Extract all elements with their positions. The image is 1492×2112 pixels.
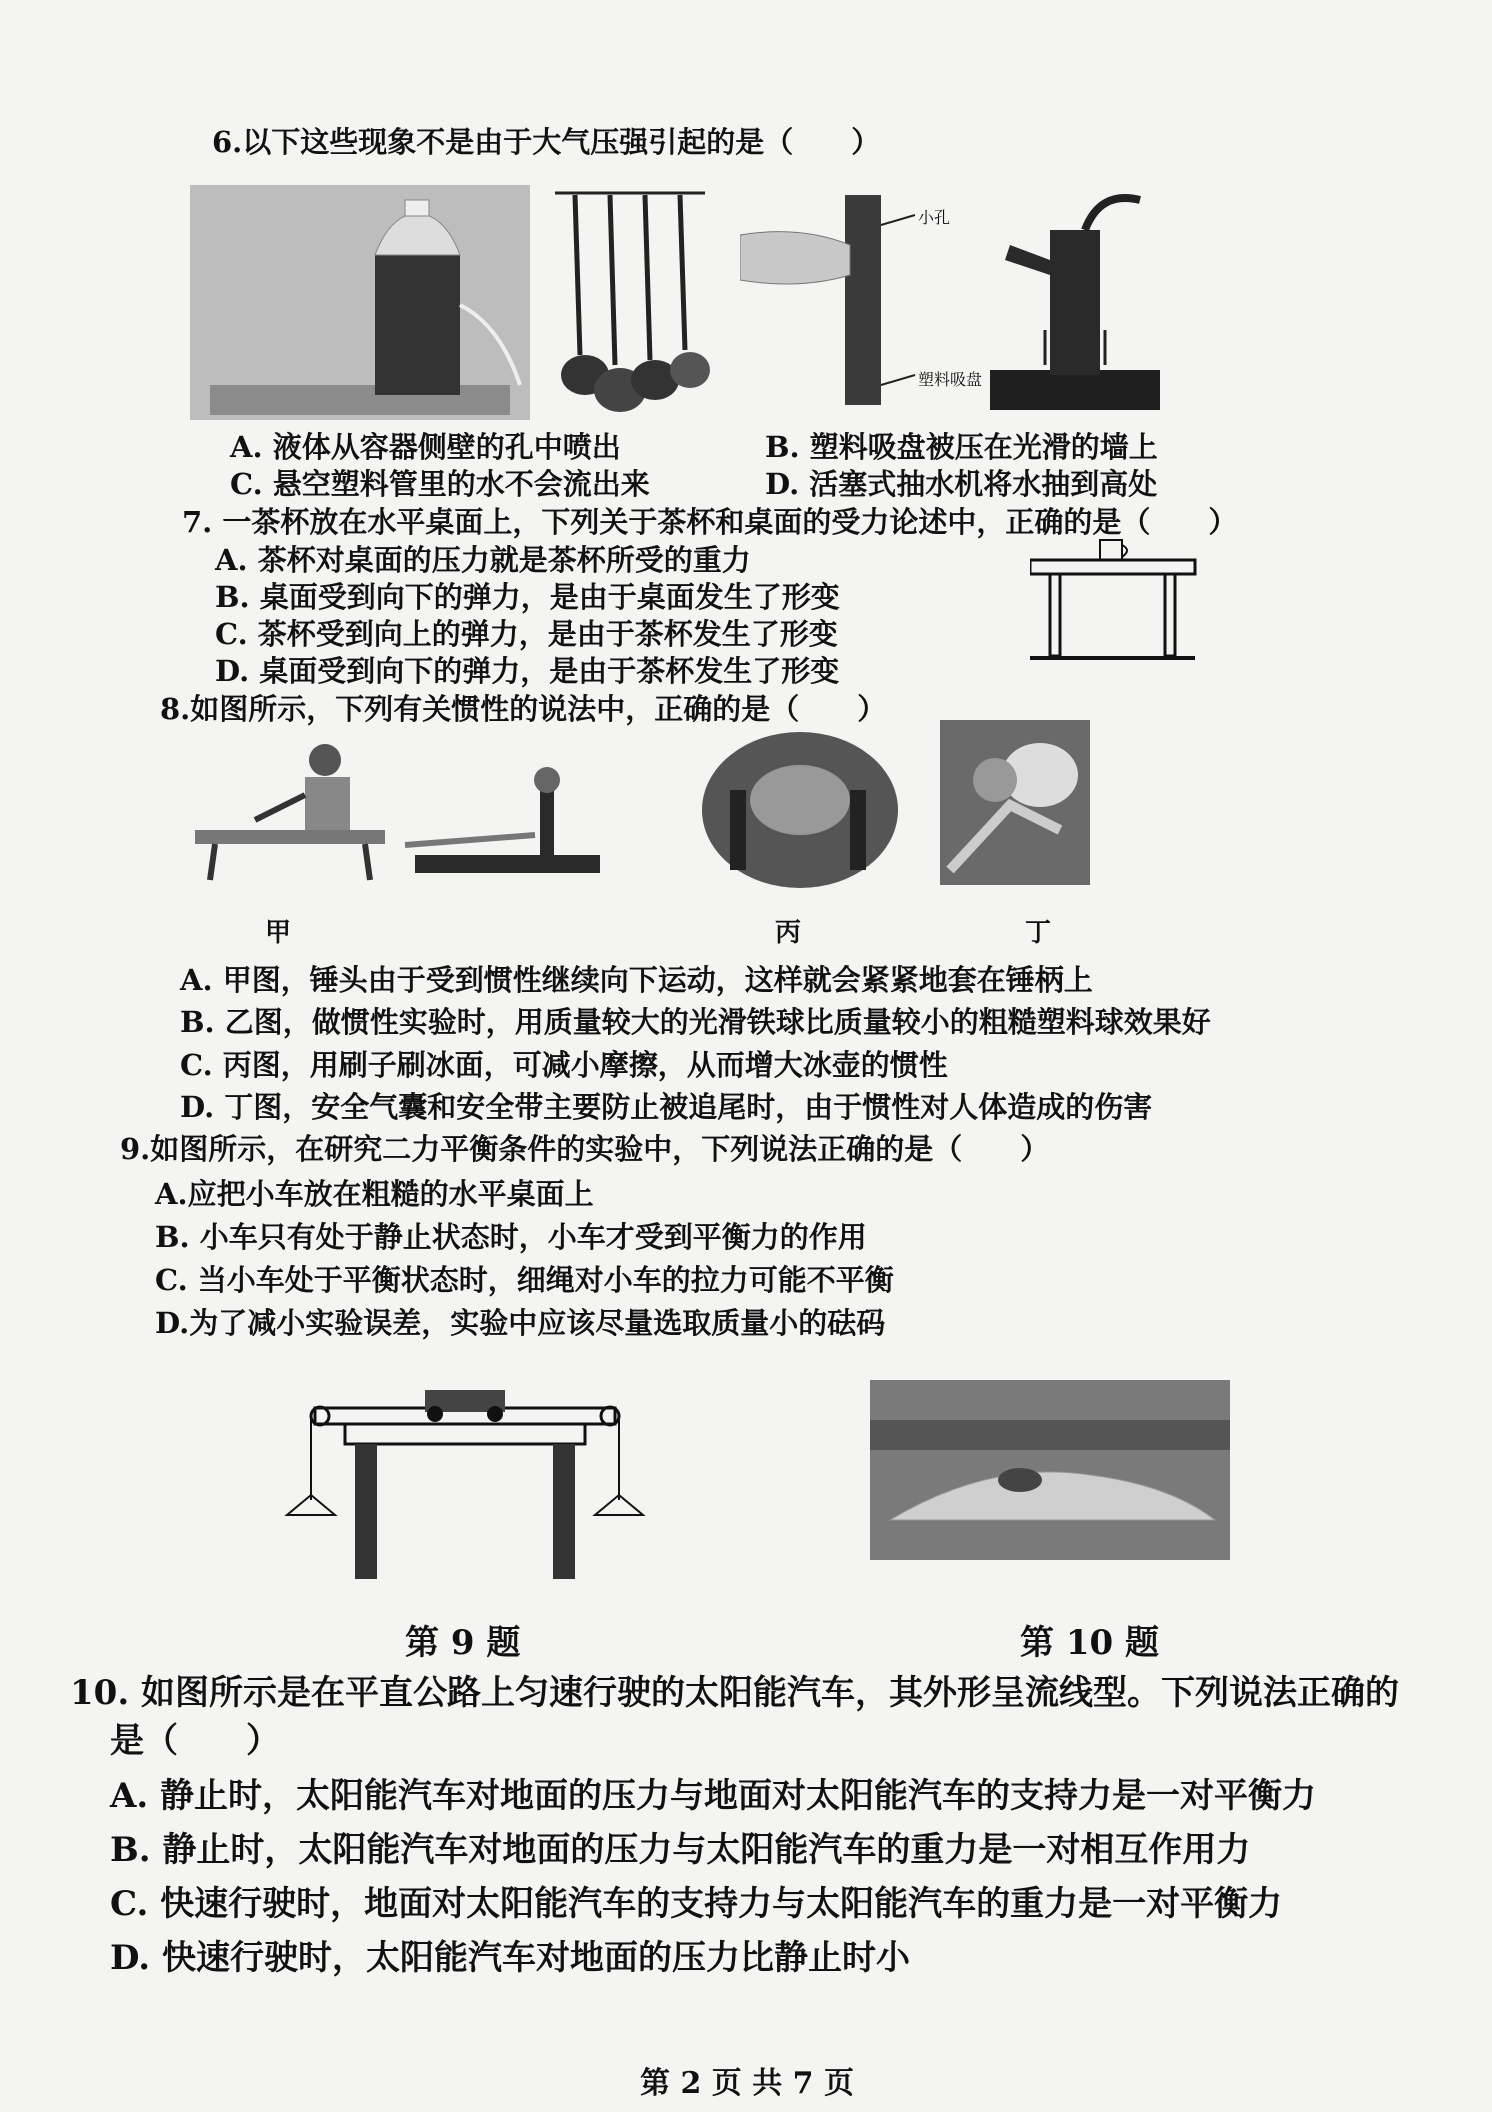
q6-option-a: A. 液体从容器侧壁的孔中喷出 [230, 430, 621, 464]
airbag-icon [940, 720, 1090, 885]
q7-option-a: A. 茶杯对桌面的压力就是茶杯所受的重力 [215, 543, 751, 577]
q10-option-b: B. 静止时，太阳能汽车对地面的压力与太阳能汽车的重力是一对相互作用力 [110, 1830, 1251, 1870]
q8-option-a: A. 甲图，锤头由于受到惯性继续向下运动，这样就会紧紧地套在锤柄上 [180, 963, 1093, 997]
ladles-icon [545, 175, 715, 420]
q6-option-b: B. 塑料吸盘被压在光滑的墙上 [765, 430, 1158, 464]
q10-stem-line1: 10. 如图所示是在平直公路上匀速行驶的太阳能汽车，其外形呈流线型。下列说法正确的 [70, 1673, 1399, 1713]
q6-stem: 6.以下这些现象不是由于大气压强引起的是（ ） [212, 125, 881, 159]
q9-option-a: A.应把小车放在粗糙的水平桌面上 [155, 1177, 594, 1211]
q10-option-d: D. 快速行驶时，太阳能汽车对地面的压力比静止时小 [110, 1938, 910, 1978]
q8-figure-bing [700, 730, 900, 890]
fig9-caption: 第 9 题 [405, 1623, 521, 1663]
q6-figure-c [740, 195, 1000, 410]
q8-figure-yi [395, 735, 610, 885]
page-footer: 第 2 页 共 7 页 [640, 2066, 854, 2101]
q8-option-b: B. 乙图，做惯性实验时，用质量较大的光滑铁球比质量较小的粗糙塑料球效果好 [180, 1005, 1211, 1039]
q7-figure-table [1030, 535, 1200, 665]
q9-option-c: C. 当小车处于平衡状态时，细绳对小车的拉力可能不平衡 [155, 1263, 894, 1297]
fig10-caption: 第 10 题 [1020, 1623, 1159, 1663]
q9-option-b: B. 小车只有处于静止状态时，小车才受到平衡力的作用 [155, 1220, 867, 1254]
q10-stem-line2: 是（ ） [110, 1721, 280, 1761]
q6-figure-a-ladles [545, 175, 715, 420]
q7-stem: 7. 一茶杯放在水平桌面上，下列关于茶杯和桌面的受力论述中，正确的是（ ） [182, 505, 1238, 539]
hammer-person-icon [195, 735, 395, 885]
q6-figure-a-photo [190, 185, 530, 420]
q6-option-c: C. 悬空塑料管里的水不会流出来 [230, 467, 650, 501]
q10-option-c: C. 快速行驶时，地面对太阳能汽车的支持力与太阳能汽车的重力是一对平衡力 [110, 1884, 1283, 1924]
q9-stem: 9.如图所示，在研究二力平衡条件的实验中，下列说法正确的是（ ） [120, 1132, 1050, 1166]
q6-fig-label-b: 塑料吸盘 [918, 370, 983, 389]
q8-label-ding: 丁 [1025, 918, 1052, 948]
q8-stem: 8.如图所示，下列有关惯性的说法中，正确的是（ ） [160, 692, 887, 726]
water-pump-icon [990, 190, 1170, 415]
q8-label-jia: 甲 [265, 918, 292, 948]
q6-option-d: D. 活塞式抽水机将水抽到高处 [765, 467, 1158, 501]
solar-car-icon [870, 1380, 1230, 1560]
q6-figure-d [990, 190, 1170, 415]
q10-option-a: A. 静止时，太阳能汽车对地面的压力与地面对太阳能汽车的支持力是一对平衡力 [110, 1776, 1317, 1816]
inertia-experiment-icon [395, 735, 610, 885]
q7-option-c: C. 茶杯受到向上的弹力，是由于茶杯发生了形变 [215, 617, 838, 651]
fig10-solar-car-photo [870, 1380, 1230, 1560]
q8-figure-ding [940, 720, 1090, 885]
q8-label-bing: 丙 [775, 918, 802, 948]
q7-option-d: D. 桌面受到向下的弹力，是由于茶杯发生了形变 [215, 654, 840, 688]
q7-option-b: B. 桌面受到向下的弹力，是由于桌面发生了形变 [215, 580, 840, 614]
q8-figure-jia [195, 735, 395, 885]
two-force-balance-icon [275, 1390, 655, 1585]
q9-option-d: D.为了减小实验误差，实验中应该尽量选取质量小的砝码 [155, 1306, 886, 1340]
bottle-icon [190, 185, 530, 420]
q6-fig-label-a: 小孔 [918, 208, 951, 227]
table-cup-icon [1030, 535, 1200, 665]
q8-option-c: C. 丙图，用刷子刷冰面，可减小摩擦，从而增大冰壶的惯性 [180, 1048, 948, 1082]
curling-icon [700, 730, 900, 890]
q8-option-d: D. 丁图，安全气囊和安全带主要防止被追尾时，由于惯性对人体造成的伤害 [180, 1090, 1153, 1124]
fig9-balance-apparatus [275, 1390, 655, 1585]
